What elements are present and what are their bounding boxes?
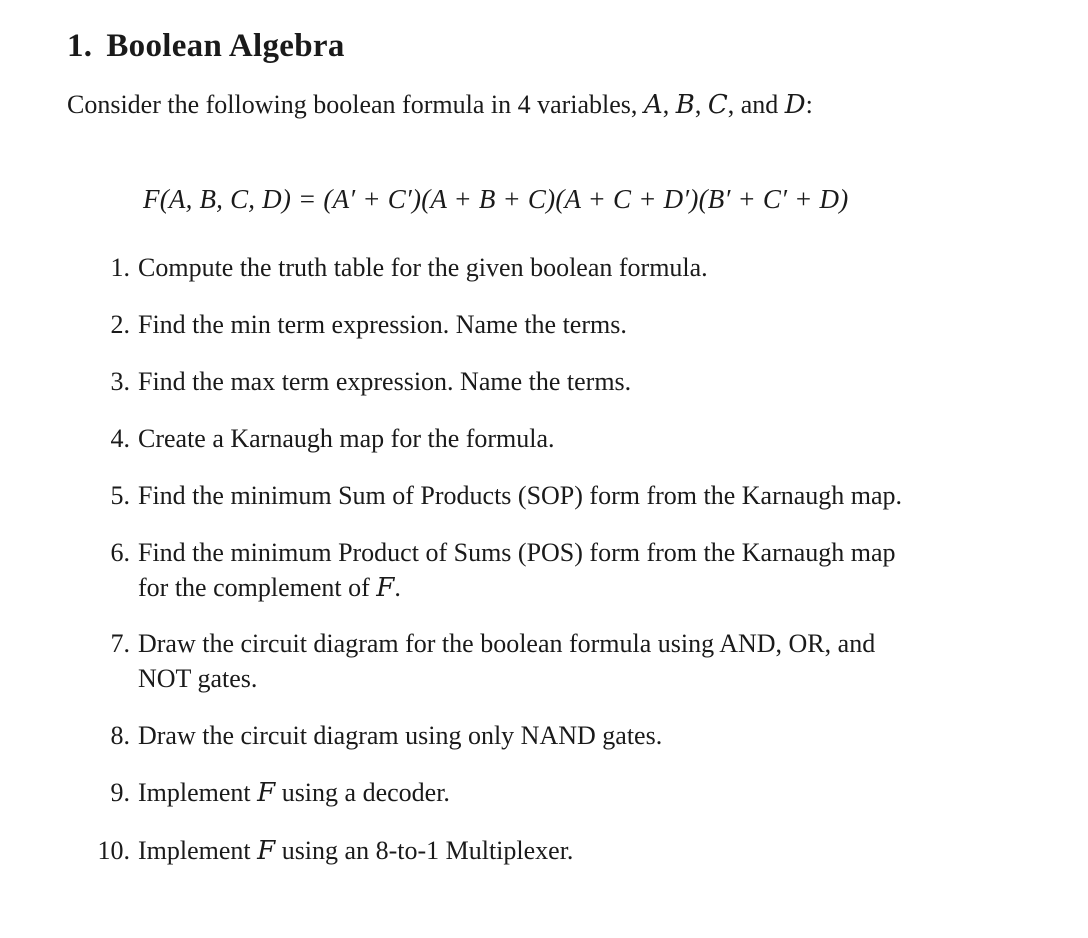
item-text xyxy=(138,478,1058,513)
item-marker: 8. xyxy=(110,721,130,750)
intro-sep-2: , xyxy=(694,90,708,119)
intro-text-before: Consider the following boolean formula in 4 variables, xyxy=(67,90,644,119)
variable-f: F xyxy=(376,573,395,603)
section-title: Boolean Algebra xyxy=(106,28,345,64)
item-line: Find the minimum Sum of Products (SOP) form from the Karnaugh map. xyxy=(138,481,903,510)
variable-d: D xyxy=(784,90,806,120)
section-heading xyxy=(67,28,345,65)
item-line: Find the max term expression. Name the terms. xyxy=(138,367,632,396)
item-line: Find the min term expression. Name the terms. xyxy=(138,310,627,339)
item-marker: 10. xyxy=(97,836,130,865)
item-marker: 6. xyxy=(110,538,130,567)
intro-sep-1: , xyxy=(662,90,676,119)
item-marker: 2. xyxy=(110,310,130,339)
variable-a: A xyxy=(643,90,663,120)
item-line: NOT gates. xyxy=(138,664,258,693)
intro-sep-3: , and xyxy=(727,90,785,119)
item-marker: 3. xyxy=(110,367,130,396)
item-marker: 1. xyxy=(110,253,130,282)
intro-text-after: : xyxy=(805,90,813,119)
item-text xyxy=(138,775,1058,811)
variable-b: B xyxy=(675,90,695,120)
variable-c: C xyxy=(707,90,728,120)
item-text xyxy=(138,535,1058,606)
item-marker: 7. xyxy=(110,629,130,658)
item-text xyxy=(138,833,1058,869)
intro-paragraph xyxy=(67,90,813,120)
item-line: Draw the circuit diagram using only NAND gates. xyxy=(138,721,663,750)
item-line: Find the minimum Product of Sums (POS) form from the Karnaugh map xyxy=(138,538,896,567)
item-text xyxy=(138,718,1058,753)
section-number: 1. xyxy=(67,28,93,64)
item-marker: 5. xyxy=(110,481,130,510)
item-text xyxy=(138,626,1058,696)
item-text xyxy=(138,421,1058,456)
item-line: Implement F using a decoder. xyxy=(138,778,450,808)
boolean-formula: F(A, B, C, D) = (A′ + C′)(A + B + C)(A + C + D′)(B′ + C′ + D) xyxy=(143,184,849,214)
item-text xyxy=(138,307,1058,342)
item-line: for the complement of F. xyxy=(138,573,401,603)
item-text xyxy=(138,250,1058,285)
item-text xyxy=(138,364,1058,399)
item-line: Create a Karnaugh map for the formula. xyxy=(138,424,555,453)
item-line: Compute the truth table for the given boolean formula. xyxy=(138,253,708,282)
item-line: Draw the circuit diagram for the boolean formula using AND, OR, and xyxy=(138,629,876,658)
item-marker: 4. xyxy=(110,424,130,453)
item-marker: 9. xyxy=(110,778,130,807)
item-line: Implement F using an 8-to-1 Multiplexer. xyxy=(138,836,574,866)
variable-f: F xyxy=(257,778,276,808)
variable-f: F xyxy=(257,836,276,866)
